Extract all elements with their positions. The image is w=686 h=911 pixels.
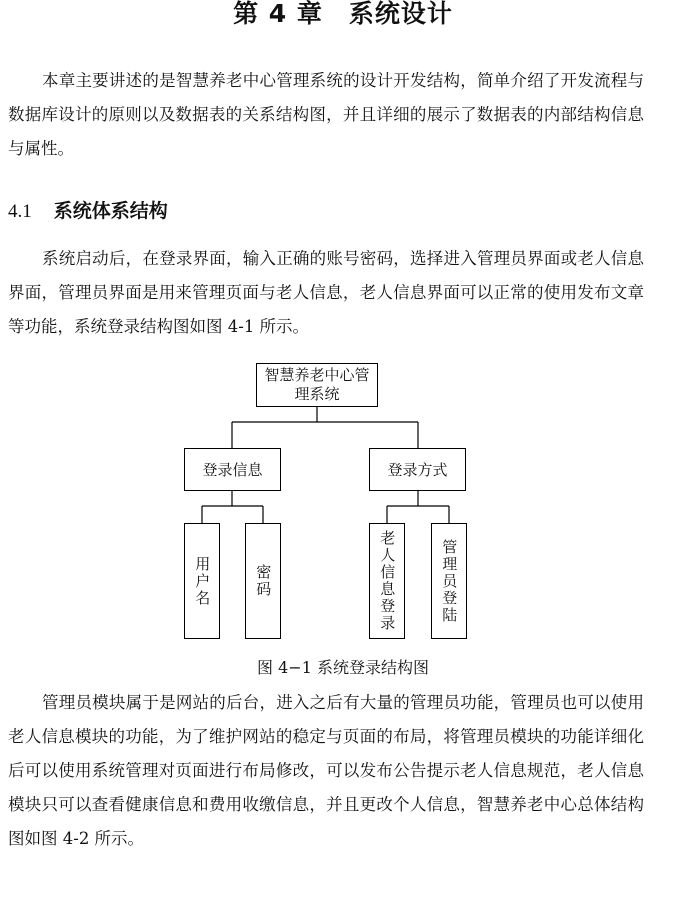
diagram-username-box: 用户名 xyxy=(184,523,220,639)
figure-caption: 图 4−1 系统登录结构图 xyxy=(257,658,429,677)
intro-paragraph: 本章主要讲述的是智慧养老中心管理系统的设计开发结构，简单介绍了开发流程与数据库设计的原则以及数据表的关系结构图，并且详细的展示了数据表的内部结构信息与属性。 xyxy=(8,71,644,158)
admin-desc-paragraph: 管理员模块属于是网站的后台，进入之后有大量的管理员功能，管理员也可以使用老人信息模块的功能，为了维护网站的稳定与页面的布局，将管理员模块的功能详细化后可以使用系统管理对页面进行布局修改，可以发布公告提示老人信息规范，老人信息模块只可以查看健康信息和费用收缴信息，并且更改个人信息，智慧养老中心总体结构图如图 4-2 所示。 xyxy=(8,693,644,848)
diagram-elder-login-box: 老人信息登录 xyxy=(369,523,405,639)
diagram-login-method-box: 登录方式 xyxy=(369,448,466,491)
diagram-login-info-box: 登录信息 xyxy=(184,448,281,491)
section-number: 4.1 xyxy=(8,201,32,222)
section-title: 系统体系结构 xyxy=(53,200,168,222)
diagram-root-box: 智慧养老中心管理系统 xyxy=(256,363,378,407)
diagram-admin-login-box: 管理员登陆 xyxy=(431,523,467,639)
section-heading xyxy=(8,196,168,223)
system-desc-paragraph: 系统启动后，在登录界面，输入正确的账号密码，选择进入管理员界面或老人信息界面，管理员界面是用来管理页面与老人信息，老人信息界面可以正常的使用发布文章等功能，系统登录结构图如图 4-1 所示。 xyxy=(8,249,644,336)
diagram-password-box: 密码 xyxy=(245,523,281,639)
chapter-title: 第 4 章 系统设计 xyxy=(233,0,453,28)
